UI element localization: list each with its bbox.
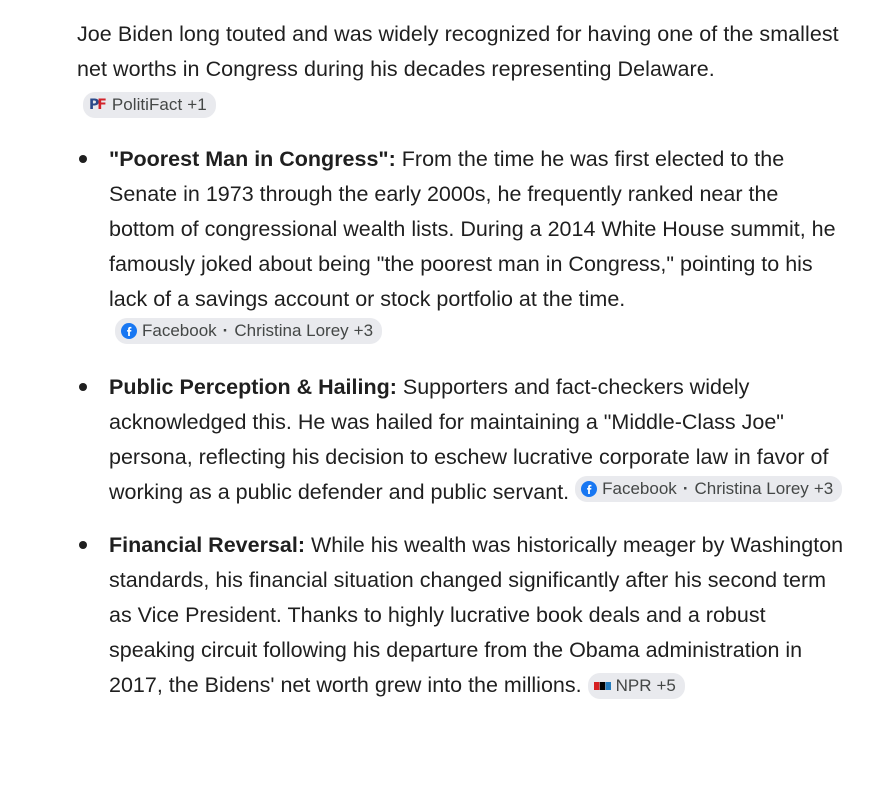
chip-author: Christina Lorey: [694, 479, 809, 498]
chip-more: +3: [813, 479, 834, 498]
chip-more: +5: [656, 676, 676, 695]
intro-paragraph: [77, 17, 845, 122]
chip-source: PolitiFact: [111, 95, 183, 114]
source-chip-npr[interactable]: [588, 673, 685, 699]
point-body: Supporters and fact-checkers widely acknowledged this. He was hailed for maintaining a "Middle-Class Joe" persona, reflecting his decision to eschew lucrative corporate law in favor of working as a public defender and public servant.: [109, 375, 829, 504]
point-heading: Public Perception & Hailing:: [109, 375, 397, 399]
bullet-dot: [79, 383, 87, 391]
chip-source: Facebook: [142, 321, 217, 340]
point-heading: Financial Reversal:: [109, 533, 305, 557]
point-heading: "Poorest Man in Congress":: [109, 147, 396, 171]
point-body: From the time he was first elected to the Senate in 1973 through the early 2000s, he frequently ranked near the bottom of congressional wealth lists. During a 2014 White House summit, he famously joked about being "the poorest man in Congress," pointing to his lack of a savings account or stock portfolio at the time.: [109, 147, 836, 311]
chip-author: Christina Lorey: [234, 321, 349, 340]
intro-text: Joe Biden long touted and was widely recognized for having one of the smallest net worths in Congress during his decades representing Delaware.: [77, 22, 839, 81]
politifact-icon: PF: [89, 97, 105, 113]
npr-icon: [594, 682, 611, 690]
chip-more: +1: [187, 95, 207, 114]
point-body: While his wealth was historically meager by Washington standards, his financial situation changed significantly after his second term as Vice President. Thanks to highly lucrative book deals and a robust speaking circuit following his departure from the Obama administration in 2017, the Bidens' net worth grew into the millions.: [109, 533, 844, 697]
source-chip-politifact[interactable]: [83, 92, 216, 118]
list-item: [77, 142, 845, 352]
chip-source: Facebook: [602, 479, 677, 498]
list-item: [77, 528, 845, 703]
facebook-icon: [121, 323, 137, 339]
source-chip-facebook[interactable]: [115, 318, 382, 344]
chip-source: NPR: [615, 676, 652, 695]
chip-separator: ·: [222, 321, 229, 340]
facebook-icon: [581, 481, 597, 497]
chip-separator: ·: [682, 479, 689, 498]
source-chip-facebook[interactable]: [575, 476, 842, 502]
list-item: [77, 370, 845, 510]
chip-more: +3: [353, 321, 374, 340]
bullet-dot: [79, 155, 87, 163]
bullet-dot: [79, 541, 87, 549]
bullet-list: [77, 142, 845, 703]
